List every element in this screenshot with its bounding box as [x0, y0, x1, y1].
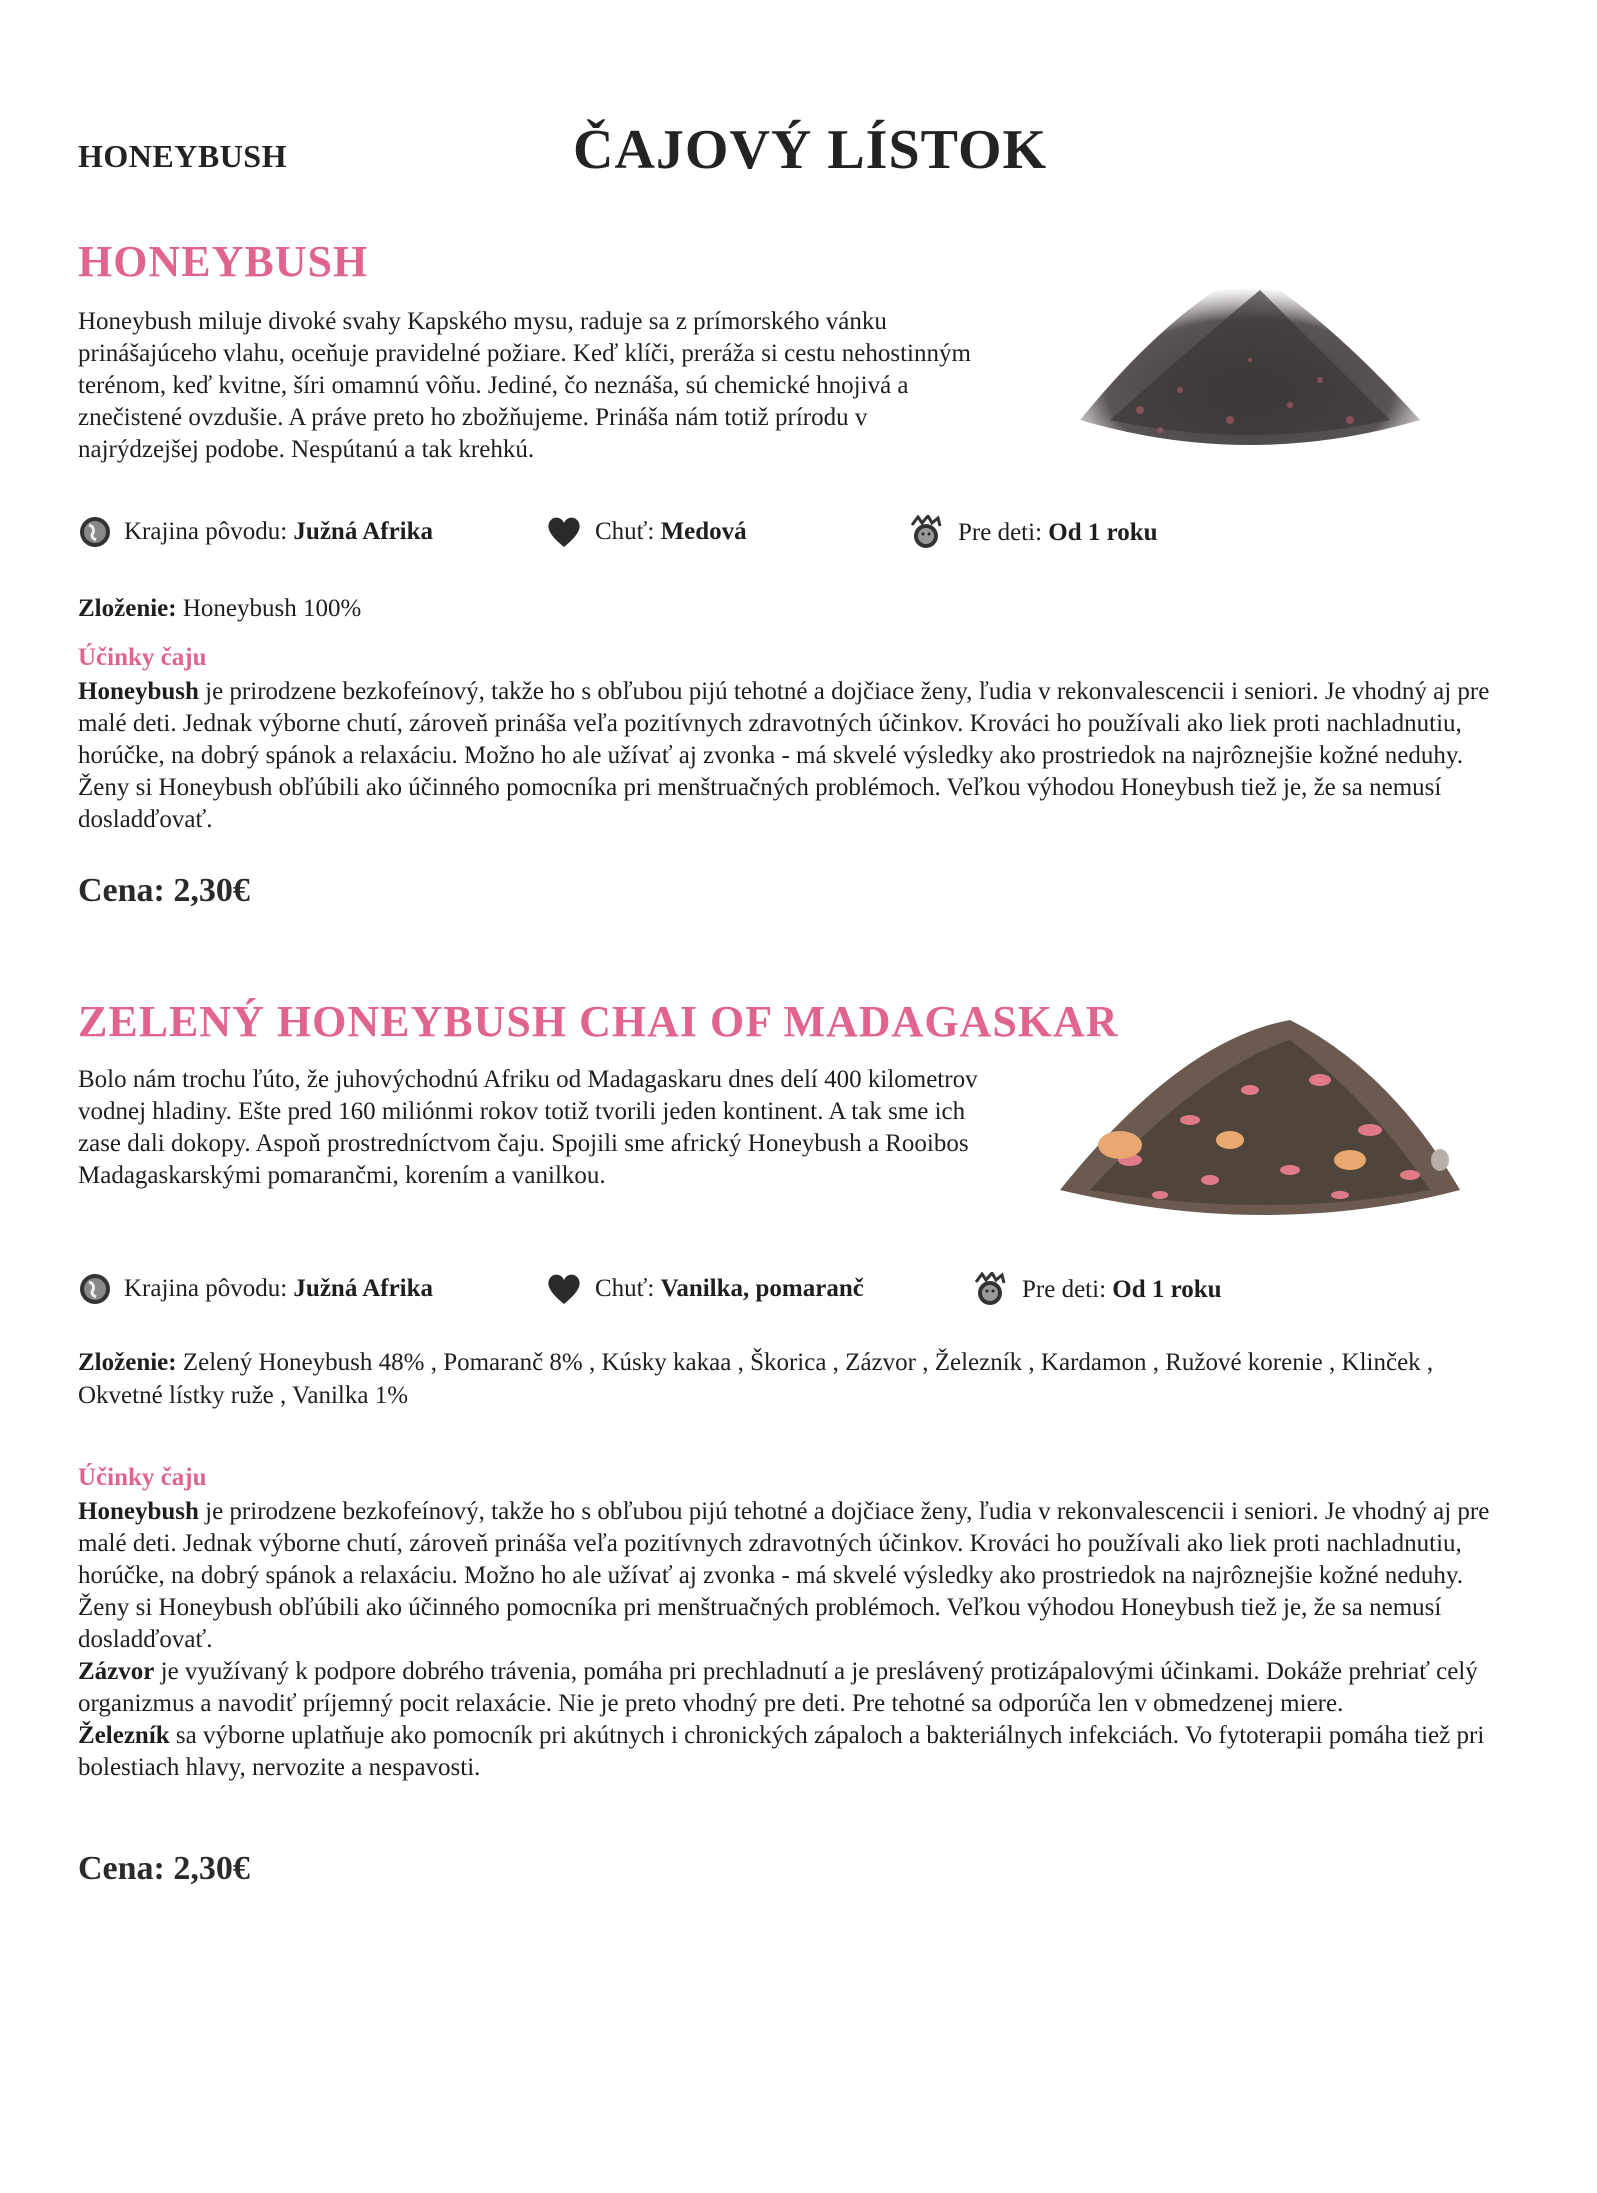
price: Cena: 2,30€	[78, 872, 250, 909]
effect-paragraph	[78, 1656, 1498, 1720]
kids-attribute	[906, 515, 1158, 551]
loose-tea-pile-dark-icon	[1050, 270, 1450, 480]
tea-attributes-row	[78, 515, 1478, 555]
effect-subject: Honeybush	[78, 678, 199, 705]
tea-name: ZELENÝ HONEYBUSH CHAI OF MADAGASKAR	[78, 997, 1119, 1046]
effects-text	[78, 1496, 1498, 1784]
tea-attributes-row	[78, 1272, 1478, 1312]
composition-label: Zloženie:	[78, 595, 177, 622]
taste-value: Medová	[660, 518, 747, 545]
origin-value: Južná Afrika	[293, 518, 434, 545]
origin-value: Južná Afrika	[293, 1275, 434, 1302]
effect-subject: Železník	[78, 1722, 170, 1749]
tea-intro: Honeybush miluje divoké svahy Kapského mysu, raduje sa z prímorského vánku prinášajúceho vlahu, oceňuje pravidelné požiare. Keď klíči, preráža si cestu nehostinným terénom, keď kvitne, šíri omamnú vôňu. Jediné, čo neznáša, sú chemické hnojivá a znečistené ovzdušie. A práve preto ho zbožňujeme. Prináša nám totiž prírodu v najrýdzejšej podobe. Nespútanú a tak krehkú.	[78, 308, 971, 463]
origin-label: Krajina pôvodu:	[124, 518, 288, 545]
effect-subject: Honeybush	[78, 1498, 199, 1525]
effects-heading: Účinky čaju	[78, 1464, 207, 1491]
kids-attribute	[970, 1272, 1222, 1308]
child-face-icon	[906, 515, 946, 551]
composition	[78, 592, 1498, 625]
taste-attribute	[545, 1272, 864, 1306]
price: Cena: 2,30€	[78, 1850, 250, 1887]
globe-icon	[78, 515, 112, 549]
tea-name: HONEYBUSH	[78, 237, 369, 286]
composition-value: Honeybush 100%	[182, 595, 362, 622]
effect-paragraph	[78, 1496, 1498, 1656]
category-label: HONEYBUSH	[78, 138, 287, 174]
effects-text	[78, 676, 1498, 836]
effect-description: je využívaný k podpore dobrého trávenia, pomáha pri prechladnutí a je preslávený protizápalovými účinkami. Dokáže prehriať celý organizmus a navodiť príjemný pocit relaxácie. Nie je preto vhodný pre deti. Pre tehotné sa odporúča len v obmedzenej miere.	[78, 1658, 1478, 1717]
kids-label: Pre deti:	[1022, 1276, 1107, 1303]
composition-value: Zelený Honeybush 48% , Pomaranč 8% , Kúsky kakaa , Škorica , Zázvor , Železník , Kardamon , Ružové korenie , Klinček , Okvetné lístky ruže , Vanilka 1%	[78, 1349, 1434, 1409]
loose-tea-pile-fruity-icon	[1040, 1010, 1480, 1240]
effect-description: sa výborne uplatňuje ako pomocník pri akútnych i chronických zápaloch a bakteriálnych infekciách. Vo fytoterapii pomáha tiež pri bolestiach hlavy, nervozite a nespavosti.	[78, 1722, 1485, 1781]
taste-label: Chuť:	[595, 1275, 655, 1302]
globe-icon	[78, 1272, 112, 1306]
taste-value: Vanilka, pomaranč	[660, 1275, 864, 1302]
tea-intro: Bolo nám trochu ľúto, že juhovýchodnú Afriku od Madagaskaru dnes delí 400 kilometrov vodnej hladiny. Ešte pred 160 miliónmi rokov totiž tvorili jeden kontinent. A tak sme ich zase dali dokopy. Aspoň prostredníctvom čaju. Spojili sme africký Honeybush a Rooibos Madagaskarskými pomarančmi, korením a vanilkou.	[78, 1066, 978, 1189]
kids-value: Od 1 roku	[1112, 1276, 1222, 1303]
taste-attribute	[545, 515, 747, 549]
kids-label: Pre deti:	[958, 519, 1043, 546]
taste-label: Chuť:	[595, 518, 655, 545]
effect-paragraph	[78, 1720, 1498, 1784]
origin-attribute	[78, 1272, 433, 1306]
child-face-icon	[970, 1272, 1010, 1308]
origin-attribute	[78, 515, 433, 549]
heart-icon	[545, 1272, 583, 1306]
origin-label: Krajina pôvodu:	[124, 1275, 288, 1302]
effects-heading: Účinky čaju	[78, 644, 207, 671]
heart-icon	[545, 515, 583, 549]
effect-description: je prirodzene bezkofeínový, takže ho s obľubou pijú tehotné a dojčiace ženy, ľudia v rekonvalescencii i seniori. Je vhodný aj pre malé deti. Jednak výborne chutí, zároveň prináša veľa pozitívnych zdravotných účinkov. Krováci ho používali ako liek proti nachladnutiu, horúčke, na dobrý spánok a relaxáciu. Možno ho ale užívať aj zvonka - má skvelé výsledky ako prostriedok na najrôznejšie kožné neduhy. Ženy si Honeybush obľúbili ako účinného pomocníka pri menštruačných problémoch. Veľkou výhodou Honeybush tiež je, že sa nemusí dosladďovať.	[78, 1498, 1490, 1653]
effect-subject: Zázvor	[78, 1658, 155, 1685]
page-title: ČAJOVÝ LÍSTOK	[573, 119, 1048, 181]
composition-label: Zloženie:	[78, 1349, 177, 1376]
kids-value: Od 1 roku	[1048, 519, 1158, 546]
composition	[78, 1346, 1498, 1412]
effect-description: je prirodzene bezkofeínový, takže ho s obľubou pijú tehotné a dojčiace ženy, ľudia v rekonvalescencii i seniori. Je vhodný aj pre malé deti. Jednak výborne chutí, zároveň prináša veľa pozitívnych zdravotných účinkov. Krováci ho používali ako liek proti nachladnutiu, horúčke, na dobrý spánok a relaxáciu. Možno ho ale užívať aj zvonka - má skvelé výsledky ako prostriedok na najrôznejšie kožné neduhy. Ženy si Honeybush obľúbili ako účinného pomocníka pri menštruačných problémoch. Veľkou výhodou Honeybush tiež je, že sa nemusí dosladďovať.	[78, 678, 1490, 833]
